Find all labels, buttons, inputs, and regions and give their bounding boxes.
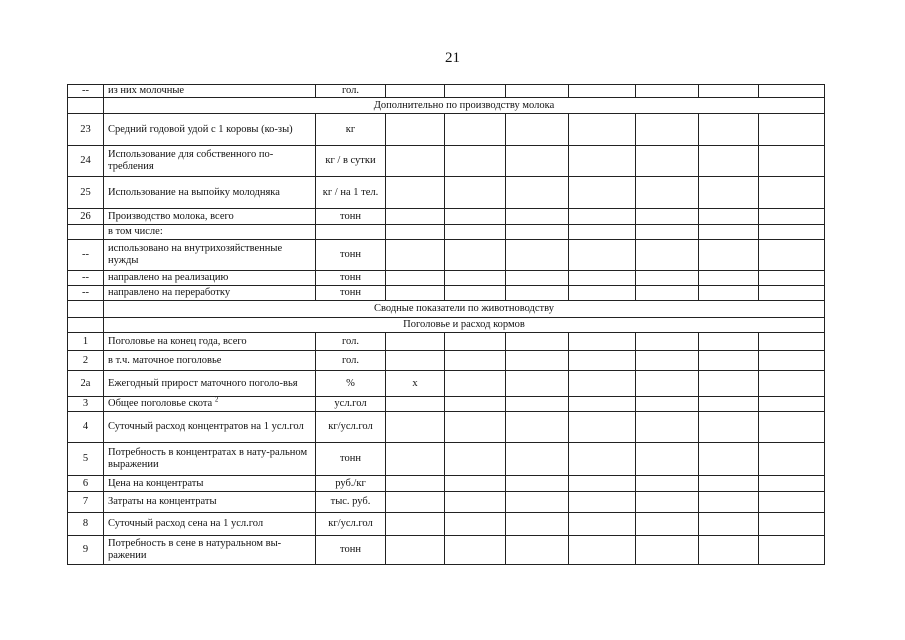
data-cell (759, 271, 825, 286)
data-cell (636, 492, 699, 513)
section-row (68, 98, 825, 114)
data-cell (759, 492, 825, 513)
data-cell (506, 397, 569, 412)
unit-of-measure: гол. (316, 333, 386, 351)
unit-of-measure: гол. (316, 351, 386, 371)
data-cell (569, 371, 636, 397)
table-row (68, 209, 825, 225)
data-cell (699, 443, 759, 476)
indicator-name (104, 177, 316, 209)
data-cell (506, 371, 569, 397)
page-number: 21 (445, 50, 460, 66)
data-cell (445, 146, 506, 177)
data-cell (445, 286, 506, 301)
indicator-name-text: Средний годовой удой с 1 коровы (ко-зы) (108, 123, 293, 135)
data-cell (759, 240, 825, 271)
row-number: -- (68, 271, 104, 286)
data-cell (569, 443, 636, 476)
row-number (68, 225, 104, 240)
table-row (68, 240, 825, 271)
data-cell (386, 209, 445, 225)
data-cell (759, 114, 825, 146)
unit-of-measure: тонн (316, 286, 386, 301)
data-cell (699, 397, 759, 412)
table-row (68, 286, 825, 301)
table-row (68, 177, 825, 209)
data-cell (386, 114, 445, 146)
data-cell (636, 371, 699, 397)
row-number: 7 (68, 492, 104, 513)
data-cell (636, 443, 699, 476)
table-row (68, 443, 825, 476)
data-cell (506, 536, 569, 565)
data-cell (569, 114, 636, 146)
row-number: -- (68, 240, 104, 271)
unit-of-measure: руб./кг (316, 476, 386, 492)
data-cell (699, 333, 759, 351)
data-cell (445, 371, 506, 397)
data-cell (636, 397, 699, 412)
data-cell (699, 209, 759, 225)
data-cell (386, 146, 445, 177)
indicator-name (104, 114, 316, 146)
row-number: 8 (68, 513, 104, 536)
row-number: -- (68, 85, 104, 98)
data-cell (569, 177, 636, 209)
data-cell (759, 225, 825, 240)
indicator-name (104, 536, 316, 565)
data-cell (386, 351, 445, 371)
section-row (68, 301, 825, 318)
data-cell (386, 492, 445, 513)
data-cell (636, 225, 699, 240)
unit-of-measure: тонн (316, 443, 386, 476)
data-cell (636, 286, 699, 301)
indicator-name-text: Суточный расход концентратов на 1 усл.гол (108, 421, 304, 432)
data-cell (699, 177, 759, 209)
indicator-name (104, 240, 316, 271)
data-cell (699, 286, 759, 301)
indicator-name-text: направлено на переработку (108, 287, 231, 298)
row-number: 24 (68, 146, 104, 177)
data-cell (445, 333, 506, 351)
data-cell (636, 351, 699, 371)
indicator-name (104, 476, 316, 492)
data-cell (569, 397, 636, 412)
data-cell (699, 225, 759, 240)
data-cell (506, 351, 569, 371)
data-cell (569, 85, 636, 98)
row-number: 25 (68, 177, 104, 209)
data-cell (445, 536, 506, 565)
unit-of-measure: кг (316, 114, 386, 146)
data-cell (636, 536, 699, 565)
indicator-name (104, 351, 316, 371)
data-cell (699, 240, 759, 271)
data-cell (506, 240, 569, 271)
table-row (68, 492, 825, 513)
unit-of-measure: % (316, 371, 386, 397)
indicator-name-text: Использование для собственного по-требления (108, 149, 274, 172)
table-row (68, 397, 825, 412)
data-cell (506, 114, 569, 146)
table-row (68, 351, 825, 371)
data-cell (699, 513, 759, 536)
indicator-name (104, 146, 316, 177)
data-cell (759, 286, 825, 301)
data-cell (699, 412, 759, 443)
data-cell (569, 492, 636, 513)
data-cell (386, 240, 445, 271)
data-cell: х (386, 371, 445, 397)
row-number: 2а (68, 371, 104, 397)
indicator-name (104, 271, 316, 286)
unit-of-measure: тонн (316, 271, 386, 286)
data-cell (506, 513, 569, 536)
indicator-name (104, 371, 316, 397)
data-cell (636, 177, 699, 209)
table-row (68, 412, 825, 443)
data-cell (699, 271, 759, 286)
data-cell (569, 476, 636, 492)
indicator-name (104, 85, 316, 98)
data-cell (636, 114, 699, 146)
data-cell (445, 177, 506, 209)
section-row (68, 318, 825, 333)
indicator-name-text: Использование на выпойку молодняка (108, 186, 280, 198)
unit-of-measure: тонн (316, 209, 386, 225)
indicator-name (104, 286, 316, 301)
indicator-name (104, 225, 316, 240)
data-cell (506, 225, 569, 240)
data-cell (699, 351, 759, 371)
data-cell (506, 209, 569, 225)
data-cell (636, 146, 699, 177)
indicator-name-text: Суточный расход сена на 1 усл.гол (108, 518, 264, 529)
data-cell (699, 85, 759, 98)
data-cell (759, 85, 825, 98)
indicator-name-text: Цена на концентраты (108, 477, 204, 489)
data-cell (569, 240, 636, 271)
data-cell (636, 240, 699, 271)
indicator-name-text: Потребность в концентратах в нату-ральном выражении (108, 447, 308, 470)
data-cell (569, 209, 636, 225)
data-cell (569, 351, 636, 371)
row-number: 2 (68, 351, 104, 371)
indicator-name (104, 333, 316, 351)
data-cell (759, 209, 825, 225)
data-cell (386, 513, 445, 536)
indicator-name-text: направлено на реализацию (108, 272, 229, 283)
section-row-number-cell (68, 98, 104, 114)
data-cell (506, 177, 569, 209)
data-cell (506, 271, 569, 286)
data-cell (759, 146, 825, 177)
table-row (68, 146, 825, 177)
data-cell (506, 443, 569, 476)
unit-of-measure: тыс. руб. (316, 492, 386, 513)
data-cell (759, 177, 825, 209)
indicator-name-text: использовано на внутрихозяйственные нужды (108, 243, 283, 266)
section-title: Дополнительно по производству молока (104, 98, 825, 114)
data-cell (569, 513, 636, 536)
data-cell (759, 443, 825, 476)
indicator-name-text: из них молочные (108, 85, 185, 96)
unit-of-measure: кг/усл.гол (316, 412, 386, 443)
data-cell (386, 397, 445, 412)
data-cell (445, 412, 506, 443)
data-cell (636, 513, 699, 536)
row-number: 6 (68, 476, 104, 492)
data-cell (699, 476, 759, 492)
unit-of-measure: кг / в сутки (316, 146, 386, 177)
data-cell (759, 351, 825, 371)
data-cell (699, 146, 759, 177)
data-cell (386, 271, 445, 286)
row-number: 1 (68, 333, 104, 351)
section-title: Сводные показатели по животноводству (104, 301, 825, 318)
indicator-name (104, 513, 316, 536)
data-cell (386, 225, 445, 240)
indicator-name-text: в т.ч. маточное поголовье (108, 354, 222, 366)
indicator-name (104, 443, 316, 476)
data-cell (445, 85, 506, 98)
data-cell (506, 492, 569, 513)
data-cell (759, 397, 825, 412)
unit-of-measure: кг/усл.гол (316, 513, 386, 536)
indicator-name-text: Производство молока, всего (108, 210, 234, 222)
data-cell (386, 443, 445, 476)
data-cell (445, 271, 506, 286)
row-number: 5 (68, 443, 104, 476)
data-cell (569, 286, 636, 301)
indicator-name-text: Потребность в сене в натуральном вы-ражении (108, 538, 282, 561)
row-number: 3 (68, 397, 104, 412)
data-cell (386, 177, 445, 209)
data-cell (445, 351, 506, 371)
section-title: Поголовье и расход кормов (104, 318, 825, 333)
unit-of-measure: тонн (316, 240, 386, 271)
data-cell (445, 397, 506, 412)
section-row-number-cell (68, 318, 104, 333)
data-cell (569, 412, 636, 443)
data-cell (699, 114, 759, 146)
row-number: 23 (68, 114, 104, 146)
table-row (68, 225, 825, 240)
data-cell (759, 371, 825, 397)
data-cell (445, 225, 506, 240)
indicator-name (104, 397, 316, 412)
data-cell (506, 286, 569, 301)
data-cell (445, 476, 506, 492)
data-cell (386, 333, 445, 351)
data-cell (759, 412, 825, 443)
data-cell (445, 443, 506, 476)
data-cell (506, 85, 569, 98)
data-cell (506, 476, 569, 492)
data-cell (759, 536, 825, 565)
data-cell (569, 271, 636, 286)
table-row (68, 85, 825, 98)
table-row (68, 476, 825, 492)
indicator-name (104, 412, 316, 443)
unit-of-measure: усл.гол (316, 397, 386, 412)
section-row-number-cell (68, 301, 104, 318)
data-cell (569, 536, 636, 565)
table-row (68, 513, 825, 536)
data-cell (569, 146, 636, 177)
unit-of-measure: кг / на 1 тел. (316, 177, 386, 209)
data-cell (636, 476, 699, 492)
data-cell (699, 492, 759, 513)
indicator-name-text: Общее поголовье скота (108, 398, 213, 409)
table-row (68, 114, 825, 146)
data-cell (506, 412, 569, 443)
data-cell (386, 476, 445, 492)
data-cell (445, 492, 506, 513)
indicator-name-text: в том числе: (108, 226, 163, 237)
data-cell (759, 513, 825, 536)
data-cell (759, 333, 825, 351)
data-cell (445, 114, 506, 146)
data-cell (445, 240, 506, 271)
data-cell (636, 412, 699, 443)
data-cell (636, 333, 699, 351)
data-cell (699, 371, 759, 397)
indicators-table (67, 84, 825, 565)
indicator-name-text: Ежегодный прирост маточного поголо-вья (108, 377, 298, 389)
unit-of-measure: тонн (316, 536, 386, 565)
data-cell (445, 209, 506, 225)
indicator-name-text: Поголовье на конец года, всего (108, 335, 247, 347)
data-cell (636, 85, 699, 98)
data-cell (386, 286, 445, 301)
data-cell (506, 146, 569, 177)
footnote-marker: 2 (214, 396, 219, 404)
data-cell (386, 536, 445, 565)
table-row (68, 371, 825, 397)
row-number: 26 (68, 209, 104, 225)
data-cell (506, 333, 569, 351)
data-cell (636, 209, 699, 225)
table-row (68, 536, 825, 565)
data-cell (386, 412, 445, 443)
data-cell (699, 536, 759, 565)
table-row (68, 271, 825, 286)
data-cell (569, 333, 636, 351)
row-number: 4 (68, 412, 104, 443)
data-cell (636, 271, 699, 286)
table-row (68, 333, 825, 351)
unit-of-measure (316, 225, 386, 240)
data-cell (445, 513, 506, 536)
indicator-name-text: Затраты на концентраты (108, 496, 217, 507)
data-cell (759, 476, 825, 492)
indicator-name (104, 492, 316, 513)
data-cell (569, 225, 636, 240)
row-number: 9 (68, 536, 104, 565)
unit-of-measure: гол. (316, 85, 386, 98)
indicator-name (104, 209, 316, 225)
data-cell (386, 85, 445, 98)
row-number: -- (68, 286, 104, 301)
